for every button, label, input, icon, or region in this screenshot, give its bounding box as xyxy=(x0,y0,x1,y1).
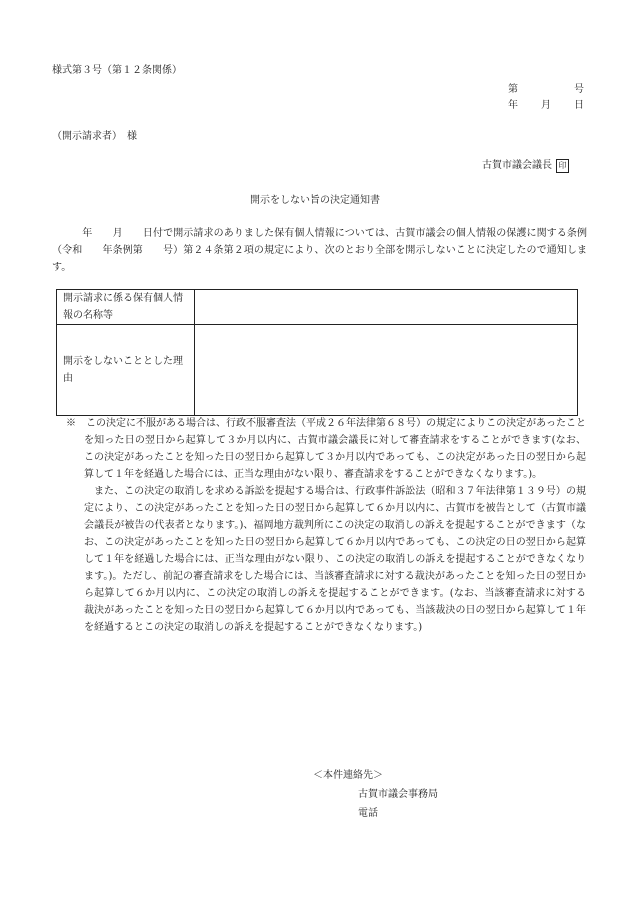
seal-mark: 印 xyxy=(556,159,569,173)
document-title: 開示をしない旨の決定通知書 xyxy=(250,195,380,206)
table-row xyxy=(57,325,578,416)
row-value-info-name xyxy=(195,290,578,325)
sender-name: 古賀市議会議長 xyxy=(482,160,552,171)
addressee: （開示請求者） 様 xyxy=(52,131,137,142)
date-month: 月 xyxy=(541,100,551,111)
row-value-reason xyxy=(195,325,578,416)
document-number-prefix: 第 xyxy=(508,84,518,95)
info-table xyxy=(56,289,578,416)
form-number: 様式第３号（第１２条関係） xyxy=(52,65,182,76)
row-label-info-name: 開示請求に係る保有個人情報の名称等 xyxy=(57,290,195,325)
date-day: 日 xyxy=(574,100,584,111)
contact-heading: ＜本件連絡先＞ xyxy=(313,770,383,781)
note-lawsuit: また、この決定の取消しを求める訴訟を提起する場合は、行政事件訴訟法（昭和３７年法律第１３９号）の規定により、この決定があったことを知った日の翌日から起算して６か月以内に、古賀市を被告として（古賀市議会議長が被告の代表者となります。)、福岡地方裁判所にこの決定の取消しの訴えを提起することができます（なお、この決定があったことを知った日の翌日から起算して６か月以内であっても、この決定の日の翌日から起算して１年を経過した場合には、正当な理由がない限り、この決定の取消しの訴えを提起することができなくなります。)。ただし、前記の審査請求をした場合には、当該審査請求に対する裁決があったことを知った日の翌日から起算して６か月以内に、この決定の取消しの訴えを提起することができます。(なお、当該審査請求に対する裁決があったことを知った日の翌日から起算して６か月以内であっても、当該裁決の日の翌日から起算して１年を経過するとこの決定の取消しの訴えを提起することができなくなります。) xyxy=(84,486,586,633)
sender xyxy=(482,157,569,174)
note-appeal: ※ この決定に不服がある場合は、行政不服審査法（平成２６年法律第６８号）の規定によりこの決定があったことを知った日の翌日から起算して３か月以内に、古賀市議会議長に対して審査請求をすることができます(なお、この決定があったことを知った日の翌日から起算して３か月以内であっても、この決定があった日の翌日から起算して１年を経過した場合には、正当な理由がない限り、審査請求をすることができなくなります。)。 xyxy=(66,418,586,480)
table-row xyxy=(57,290,578,325)
body-paragraph: 年 月 日付で開示請求のありました保有個人情報については、古賀市議会の個人情報の保護に関する条例（令和 年条例第 号）第２４条第２項の規定により、次のとおり全部を開示しないことに決定したので通知します。 xyxy=(52,228,587,273)
body-text-block xyxy=(52,225,587,276)
contact-phone: 電話 xyxy=(358,808,378,819)
date-year: 年 xyxy=(508,100,518,111)
notes-block xyxy=(66,415,586,636)
contact-office: 古賀市議会事務局 xyxy=(358,789,438,800)
document-number-suffix: 号 xyxy=(574,84,584,95)
row-label-reason: 開示をしないこととした理由 xyxy=(57,325,195,416)
